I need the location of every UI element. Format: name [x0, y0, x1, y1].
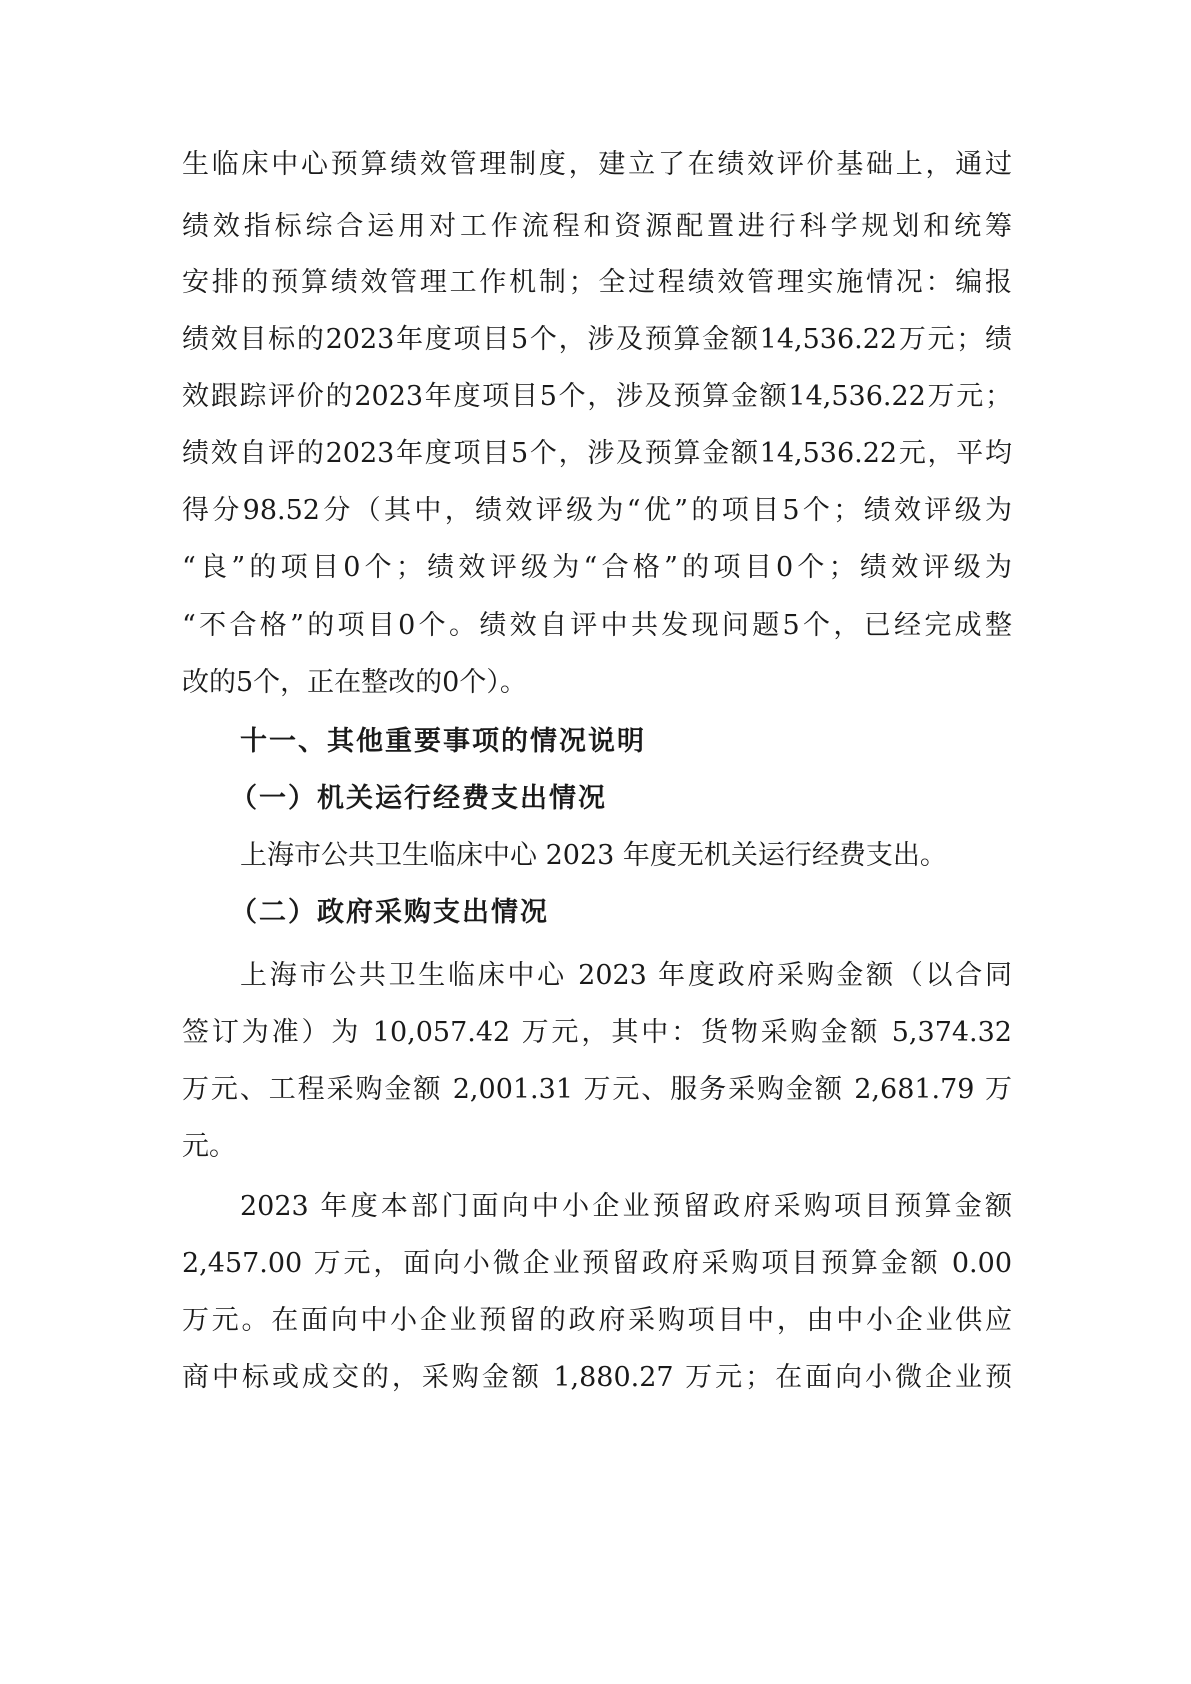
paragraph-line: 生临床中心预算绩效管理制度，建立了在绩效评价基础上，通过 [182, 149, 1012, 180]
paragraph-line: 2023 年度本部门面向中小企业预留政府采购项目预算金额 [240, 1191, 1012, 1222]
paragraph-line: 绩效目标的2023年度项目5个，涉及预算金额14,536.22万元；绩 [182, 324, 1012, 355]
subsection-heading: （一）机关运行经费支出情况 [230, 783, 607, 814]
paragraph-line: 商中标或成交的，采购金额 1,880.27 万元；在面向小微企业预 [182, 1362, 1012, 1393]
paragraph-line: 安排的预算绩效管理工作机制；全过程绩效管理实施情况：编报 [182, 267, 1012, 298]
paragraph-line: “良”的项目0个；绩效评级为“合格”的项目0个；绩效评级为 [182, 552, 1012, 583]
paragraph-line: 上海市公共卫生临床中心 2023 年度无机关运行经费支出。 [240, 840, 947, 871]
paragraph-line: 上海市公共卫生临床中心 2023 年度政府采购金额（以合同 [240, 960, 1012, 991]
paragraph-line: 万元。在面向中小企业预留的政府采购项目中，由中小企业供应 [182, 1305, 1012, 1336]
paragraph-line: 绩效指标综合运用对工作流程和资源配置进行科学规划和统筹 [182, 211, 1012, 242]
paragraph-line: 签订为准）为 10,057.42 万元，其中：货物采购金额 5,374.32 [182, 1017, 1012, 1048]
section-heading: 十一、其他重要事项的情况说明 [240, 726, 646, 757]
paragraph-line: 改的5个，正在整改的0个）。 [182, 667, 527, 698]
paragraph-line: 得分98.52分（其中，绩效评级为“优”的项目5个；绩效评级为 [182, 495, 1012, 526]
paragraph-line: 元。 [182, 1131, 236, 1162]
paragraph-line: 2,457.00 万元，面向小微企业预留政府采购项目预算金额 0.00 [182, 1248, 1012, 1279]
paragraph-line: 效跟踪评价的2023年度项目5个，涉及预算金额14,536.22万元； [182, 381, 1012, 412]
paragraph-line: 万元、工程采购金额 2,001.31 万元、服务采购金额 2,681.79 万 [182, 1074, 1012, 1105]
subsection-heading: （二）政府采购支出情况 [230, 897, 549, 928]
paragraph-line: “不合格”的项目0个。绩效自评中共发现问题5个，已经完成整 [182, 610, 1012, 641]
paragraph-line: 绩效自评的2023年度项目5个，涉及预算金额14,536.22元，平均 [182, 438, 1012, 469]
